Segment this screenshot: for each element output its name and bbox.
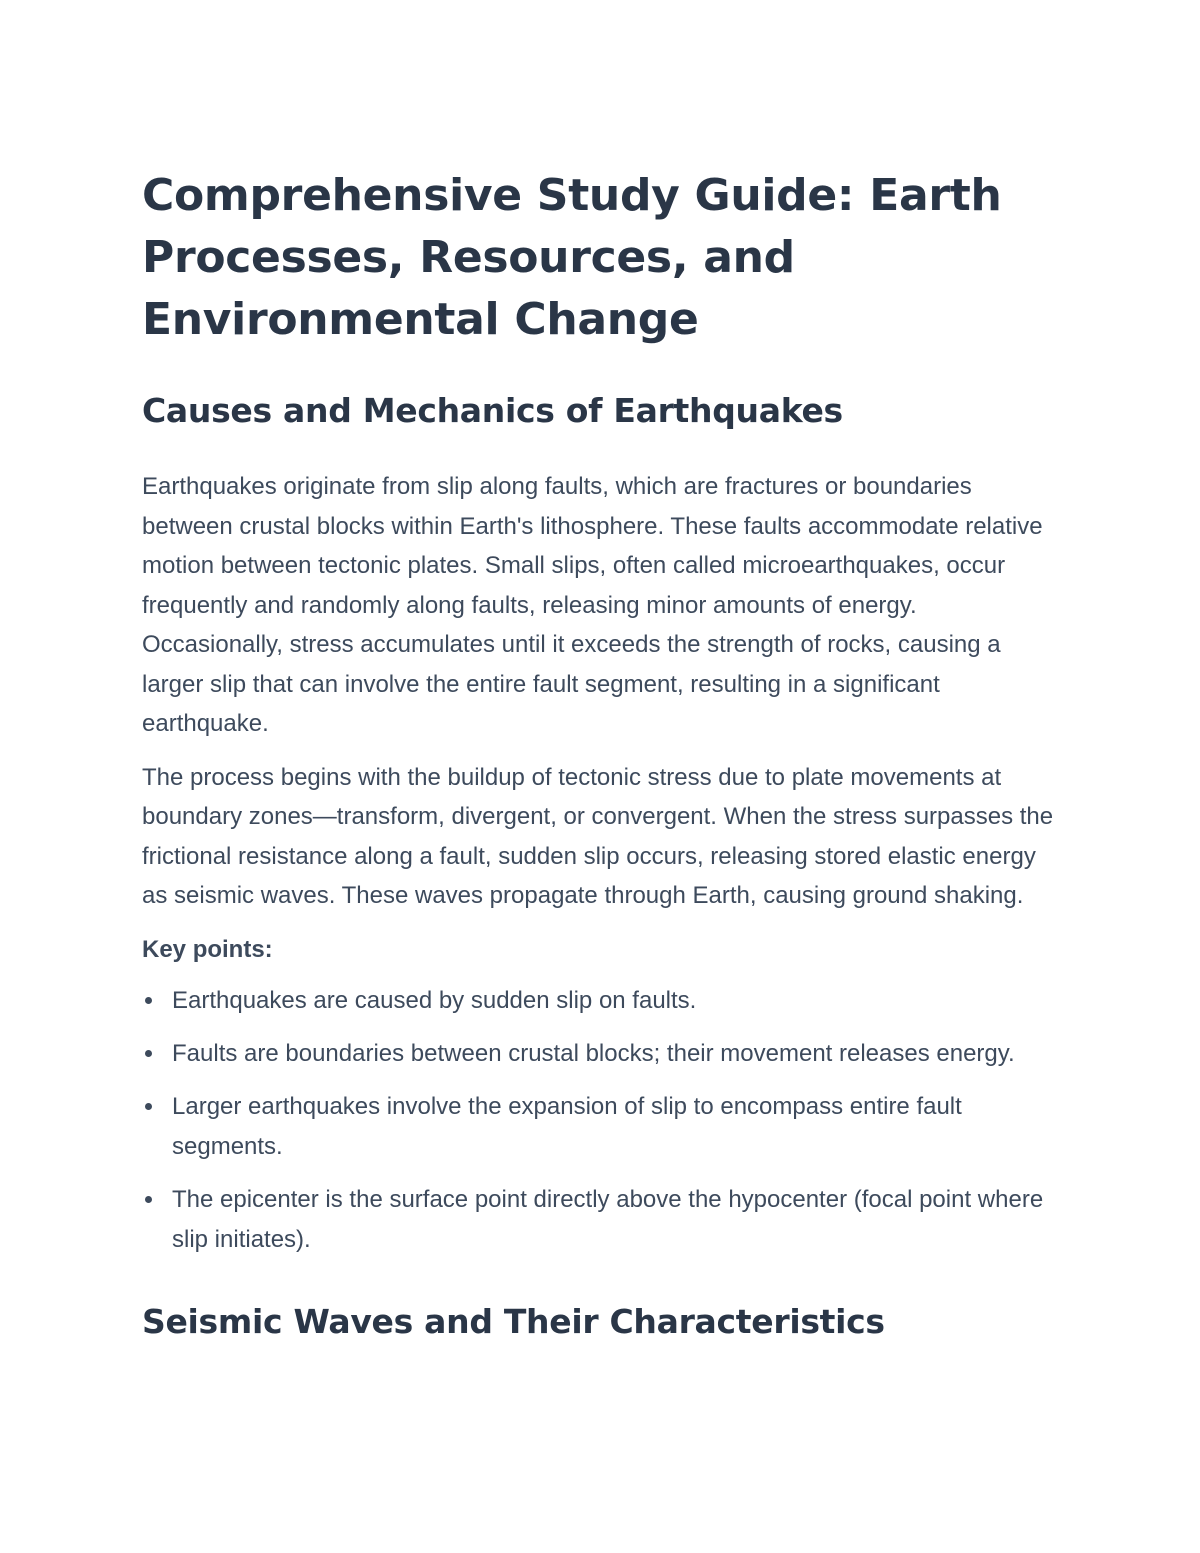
key-points-list: [142, 981, 1062, 1260]
paragraph-stress-buildup: The process begins with the buildup of tectonic stress due to plate movements at boundary zones—transform, divergent, or convergent. When the stress surpasses the frictional resistance along a fault, sudden slip occurs, releasing stored elastic energy as seismic waves. These waves propagate through Earth, causing ground shaking.: [142, 763, 1054, 909]
bullet-icon: [145, 997, 152, 1004]
list-item-text: Larger earthquakes involve the expansion of slip to encompass entire fault segments.: [172, 1093, 962, 1160]
bullet-icon: [145, 1050, 152, 1057]
section-heading-earthquake-causes: Causes and Mechanics of Earthquakes: [142, 391, 843, 430]
document-page: [142, 165, 1062, 1344]
list-item: [142, 1087, 1062, 1167]
section-heading-seismic-waves: Seismic Waves and Their Characteristics: [142, 1302, 885, 1341]
list-item: [142, 981, 1062, 1021]
bullet-icon: [145, 1103, 152, 1110]
key-points-label: Key points:: [142, 935, 273, 963]
paragraph-fault-slip: Earthquakes originate from slip along faults, which are fractures or boundaries between crustal blocks within Earth's lithosphere. These faults accommodate relative motion between tectonic plates. Small slips, often called microearthquakes, occur frequently and randomly along faults, releasing minor amounts of energy. Occasionally, stress accumulates until it exceeds the strength of rocks, causing a larger slip that can involve the entire fault segment, resulting in a significant earthquake.: [142, 473, 1043, 737]
list-item-text: Faults are boundaries between crustal blocks; their movement releases energy.: [172, 1040, 1015, 1067]
document-title: Comprehensive Study Guide: Earth Processes, Resources, and Environmental Change: [142, 170, 1002, 345]
list-item: [142, 1180, 1062, 1260]
list-item: [142, 1034, 1062, 1074]
list-item-text: The epicenter is the surface point directly above the hypocenter (focal point where slip initiates).: [172, 1186, 1044, 1253]
bullet-icon: [145, 1196, 152, 1203]
list-item-text: Earthquakes are caused by sudden slip on faults.: [172, 987, 697, 1014]
